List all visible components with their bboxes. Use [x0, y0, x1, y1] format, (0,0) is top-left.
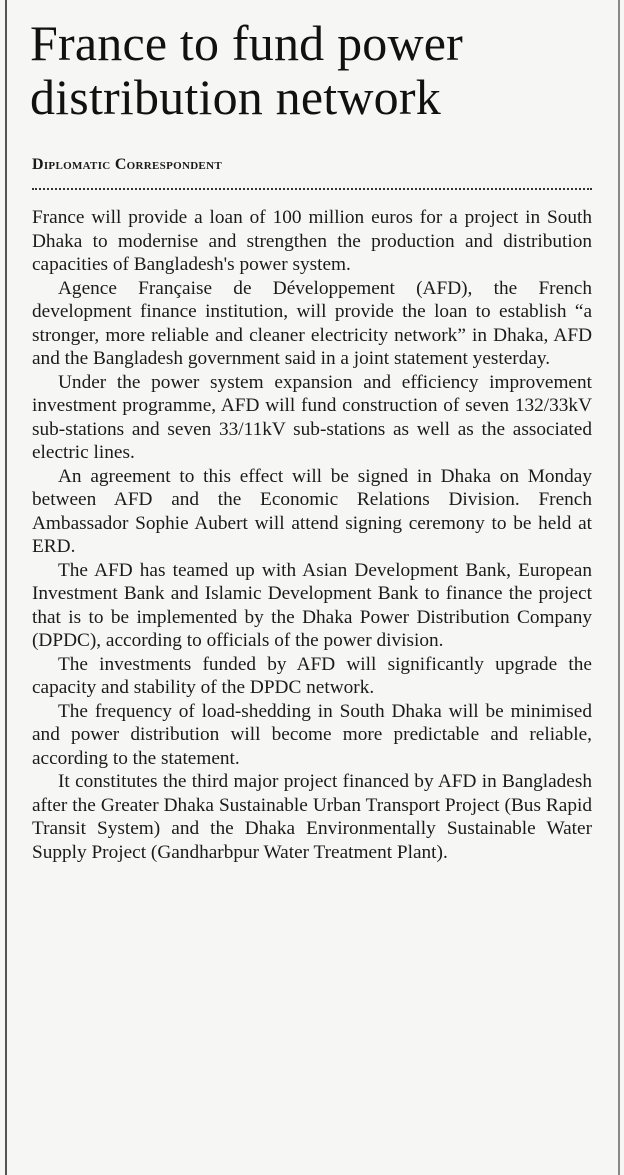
paragraph: The AFD has teamed up with Asian Development Bank, European Investment Bank and Islamic Development Bank to finance the project that is to be implemented by the Dhaka Power Distribution Company (DPDC), according to officials of the power division.	[32, 559, 592, 651]
paragraph: Under the power system expansion and efficiency improvement investment programme, AFD will fund construction of seven 132/33kV sub-stations and seven 33/11kV sub-stations as well as the associated electric lines.	[32, 371, 592, 463]
column-rule-right	[618, 0, 620, 1175]
dotted-divider	[32, 188, 592, 190]
paragraph: Agence Française de Développement (AFD), the French development finance institution, will provide the loan to establish “a stronger, more reliable and cleaner electricity network” in Dhaka, AFD and the Bangladesh government said in a joint statement yesterday.	[32, 277, 592, 369]
column-rule-left	[5, 0, 7, 1175]
paragraph: An agreement to this effect will be signed in Dhaka on Monday between AFD and the Economic Relations Division. French Ambassador Sophie Aubert will attend signing ceremony to be held at ERD.	[32, 465, 592, 557]
headline: France to fund power distribution network	[30, 15, 464, 125]
byline: Diplomatic Correspondent	[32, 156, 222, 173]
paragraph: The investments funded by AFD will significantly upgrade the capacity and stability of the DPDC network.	[32, 653, 592, 698]
article-body	[32, 206, 592, 864]
paragraph: It constitutes the third major project financed by AFD in Bangladesh after the Greater Dhaka Sustainable Urban Transport Project (Bus Rapid Transit System) and the Dhaka Environmentally Sustainable Water Supply Project (Gandharbpur Water Treatment Plant).	[32, 771, 592, 863]
paragraph: The frequency of load-shedding in South Dhaka will be minimised and power distribution will become more predictable and reliable, according to the statement.	[32, 700, 592, 769]
paragraph: France will provide a loan of 100 million euros for a project in South Dhaka to modernise and strengthen the production and distribution capacities of Bangladesh's power system.	[32, 207, 592, 275]
